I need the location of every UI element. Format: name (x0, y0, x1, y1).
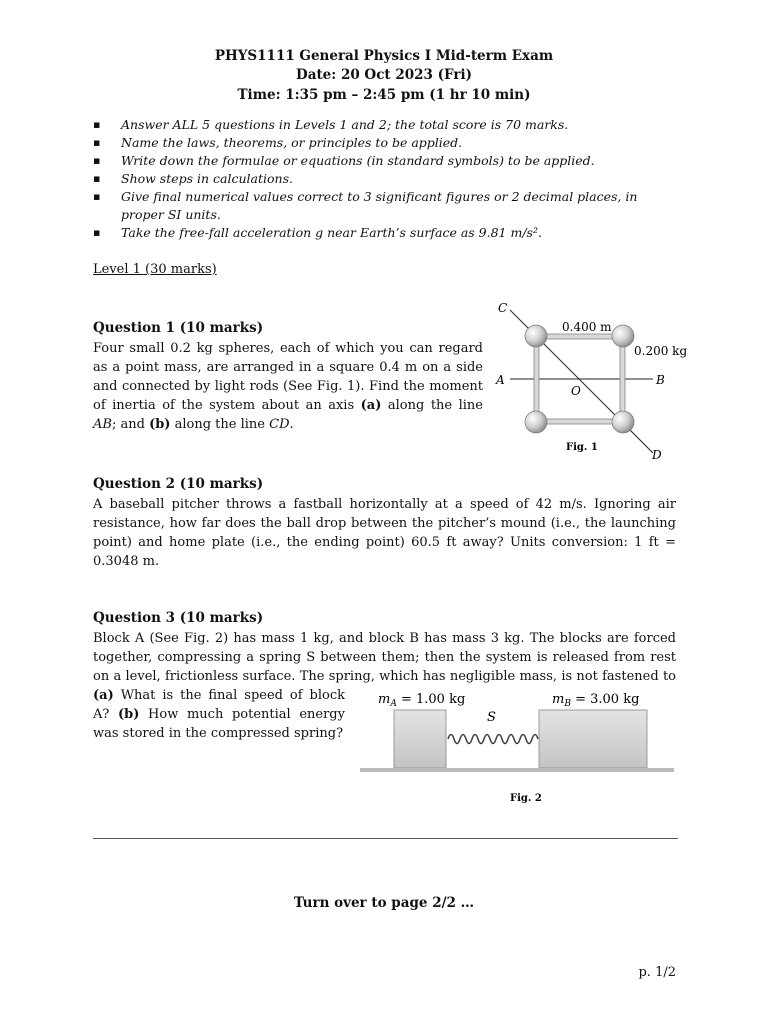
fig2-caption: Fig. 2 (510, 793, 542, 804)
instruction-item: ▪ Show steps in calculations. (93, 170, 678, 188)
fig1-label-o: O (571, 384, 581, 398)
turn-over-note: Turn over to page 2/2 … (293, 895, 475, 911)
fig1-label-a: A (496, 373, 505, 387)
instruction-item: ▪ Write down the formulae or equations (in standard symbols) to be applied. (93, 152, 678, 170)
fig2-spring-label: S (487, 710, 496, 725)
q1-part-a-text: along the line (387, 398, 483, 413)
sphere (525, 411, 547, 433)
fig2-mass-b: $m_B = 3.00$ kg (552, 692, 640, 709)
question-3-title: Question 3 (10 marks) (93, 610, 264, 626)
surface (360, 768, 674, 772)
spring (448, 735, 538, 744)
q1-part-b: (b) (149, 417, 171, 432)
page-number: p. 1/2 (638, 965, 676, 980)
q1-line-ab: AB (93, 417, 112, 432)
instruction-item: ▪ Give final numerical values correct to 3 significant figures or 2 decimal places, in proper SI units. (93, 188, 678, 224)
q3-part-b-text: How much potential energy was stored in the compressed spring? (93, 707, 345, 741)
question-1-title: Question 1 (10 marks) (93, 320, 264, 336)
exam-date: Date: 20 Oct 2023 (Fri) (295, 67, 472, 83)
q3-part-a-text: What is the final speed of block A? (93, 688, 345, 722)
q3-body: Block A (See Fig. 2) has mass 1 kg, and block B has mass 3 kg. The blocks are forced together, compressing a spring S between them; then the system is released from rest on a level, frictionless surface. The spring, which has negligible mass, is not fastened to (93, 631, 676, 684)
fig1-label-b: B (656, 373, 665, 387)
level-1-heading: Level 1 (30 marks) (93, 262, 217, 277)
q1-line-cd: CD (269, 417, 290, 432)
q3-part-b: (b) (118, 707, 140, 722)
fig1-caption: Fig. 1 (566, 442, 598, 453)
exam-time: Time: 1:35 pm – 2:45 pm (1 hr 10 min) (237, 87, 531, 103)
block-a (394, 710, 446, 768)
fig1-mass-label: 0.200 kg (634, 344, 688, 358)
instructions-list (93, 116, 678, 242)
fig1-label-d: D (652, 448, 662, 462)
q1-part-a: (a) (360, 398, 382, 413)
sphere (612, 411, 634, 433)
fig2-mass-a: $m_A = 1.00$ kg (378, 692, 466, 709)
divider (93, 838, 678, 839)
q1-body: Four small 0.2 kg spheres, each of which you can regard as a point mass, are arranged in a square 0.4 m on a side and connected by light rods (See Fig. 1). Find the moment of inertia of the system about an axis (93, 341, 483, 413)
question-1-text: Four small 0.2 kg spheres, each of which you can regard as a point mass, are arranged in a square 0.4 m on a side and connected by light rods (See Fig. 1). Find the moment of inertia of the system about an axis (a) along the line AB; and (b) along the line CD. (93, 341, 483, 432)
fig1-label-c: C (498, 301, 508, 315)
fig1-side-label: 0.400 m (562, 320, 612, 334)
q1-and: ; and (111, 417, 145, 432)
figure-2 (356, 684, 678, 806)
sphere (612, 325, 634, 347)
block-b (539, 710, 647, 768)
question-2-title: Question 2 (10 marks) (93, 476, 264, 492)
instruction-item: ▪ Answer ALL 5 questions in Levels 1 and 2; the total score is 70 marks. (93, 116, 678, 134)
question-3-parts (93, 686, 345, 743)
sphere (525, 325, 547, 347)
instruction-item: ▪ Take the free-fall acceleration g near Earth’s surface as 9.81 m/s². (93, 224, 678, 242)
q3-part-a: (a) (93, 688, 114, 703)
instruction-item: ▪ Name the laws, theorems, or principles to be applied. (93, 134, 678, 152)
figure-1 (488, 296, 698, 468)
q1-part-b-text: along the line (174, 417, 265, 432)
question-2-text: A baseball pitcher throws a fastball horizontally at a speed of 42 m/s. Ignoring air resistance, how far does the ball drop between the pitcher’s mound (i.e., the launching point) and home plate (i.e., the ending point) 60.5 ft away? Units conversion: 1 ft = 0.3048 m. (93, 497, 676, 569)
exam-title: PHYS1111 General Physics I Mid-term Exam (214, 48, 554, 64)
question-3-text (93, 629, 676, 686)
